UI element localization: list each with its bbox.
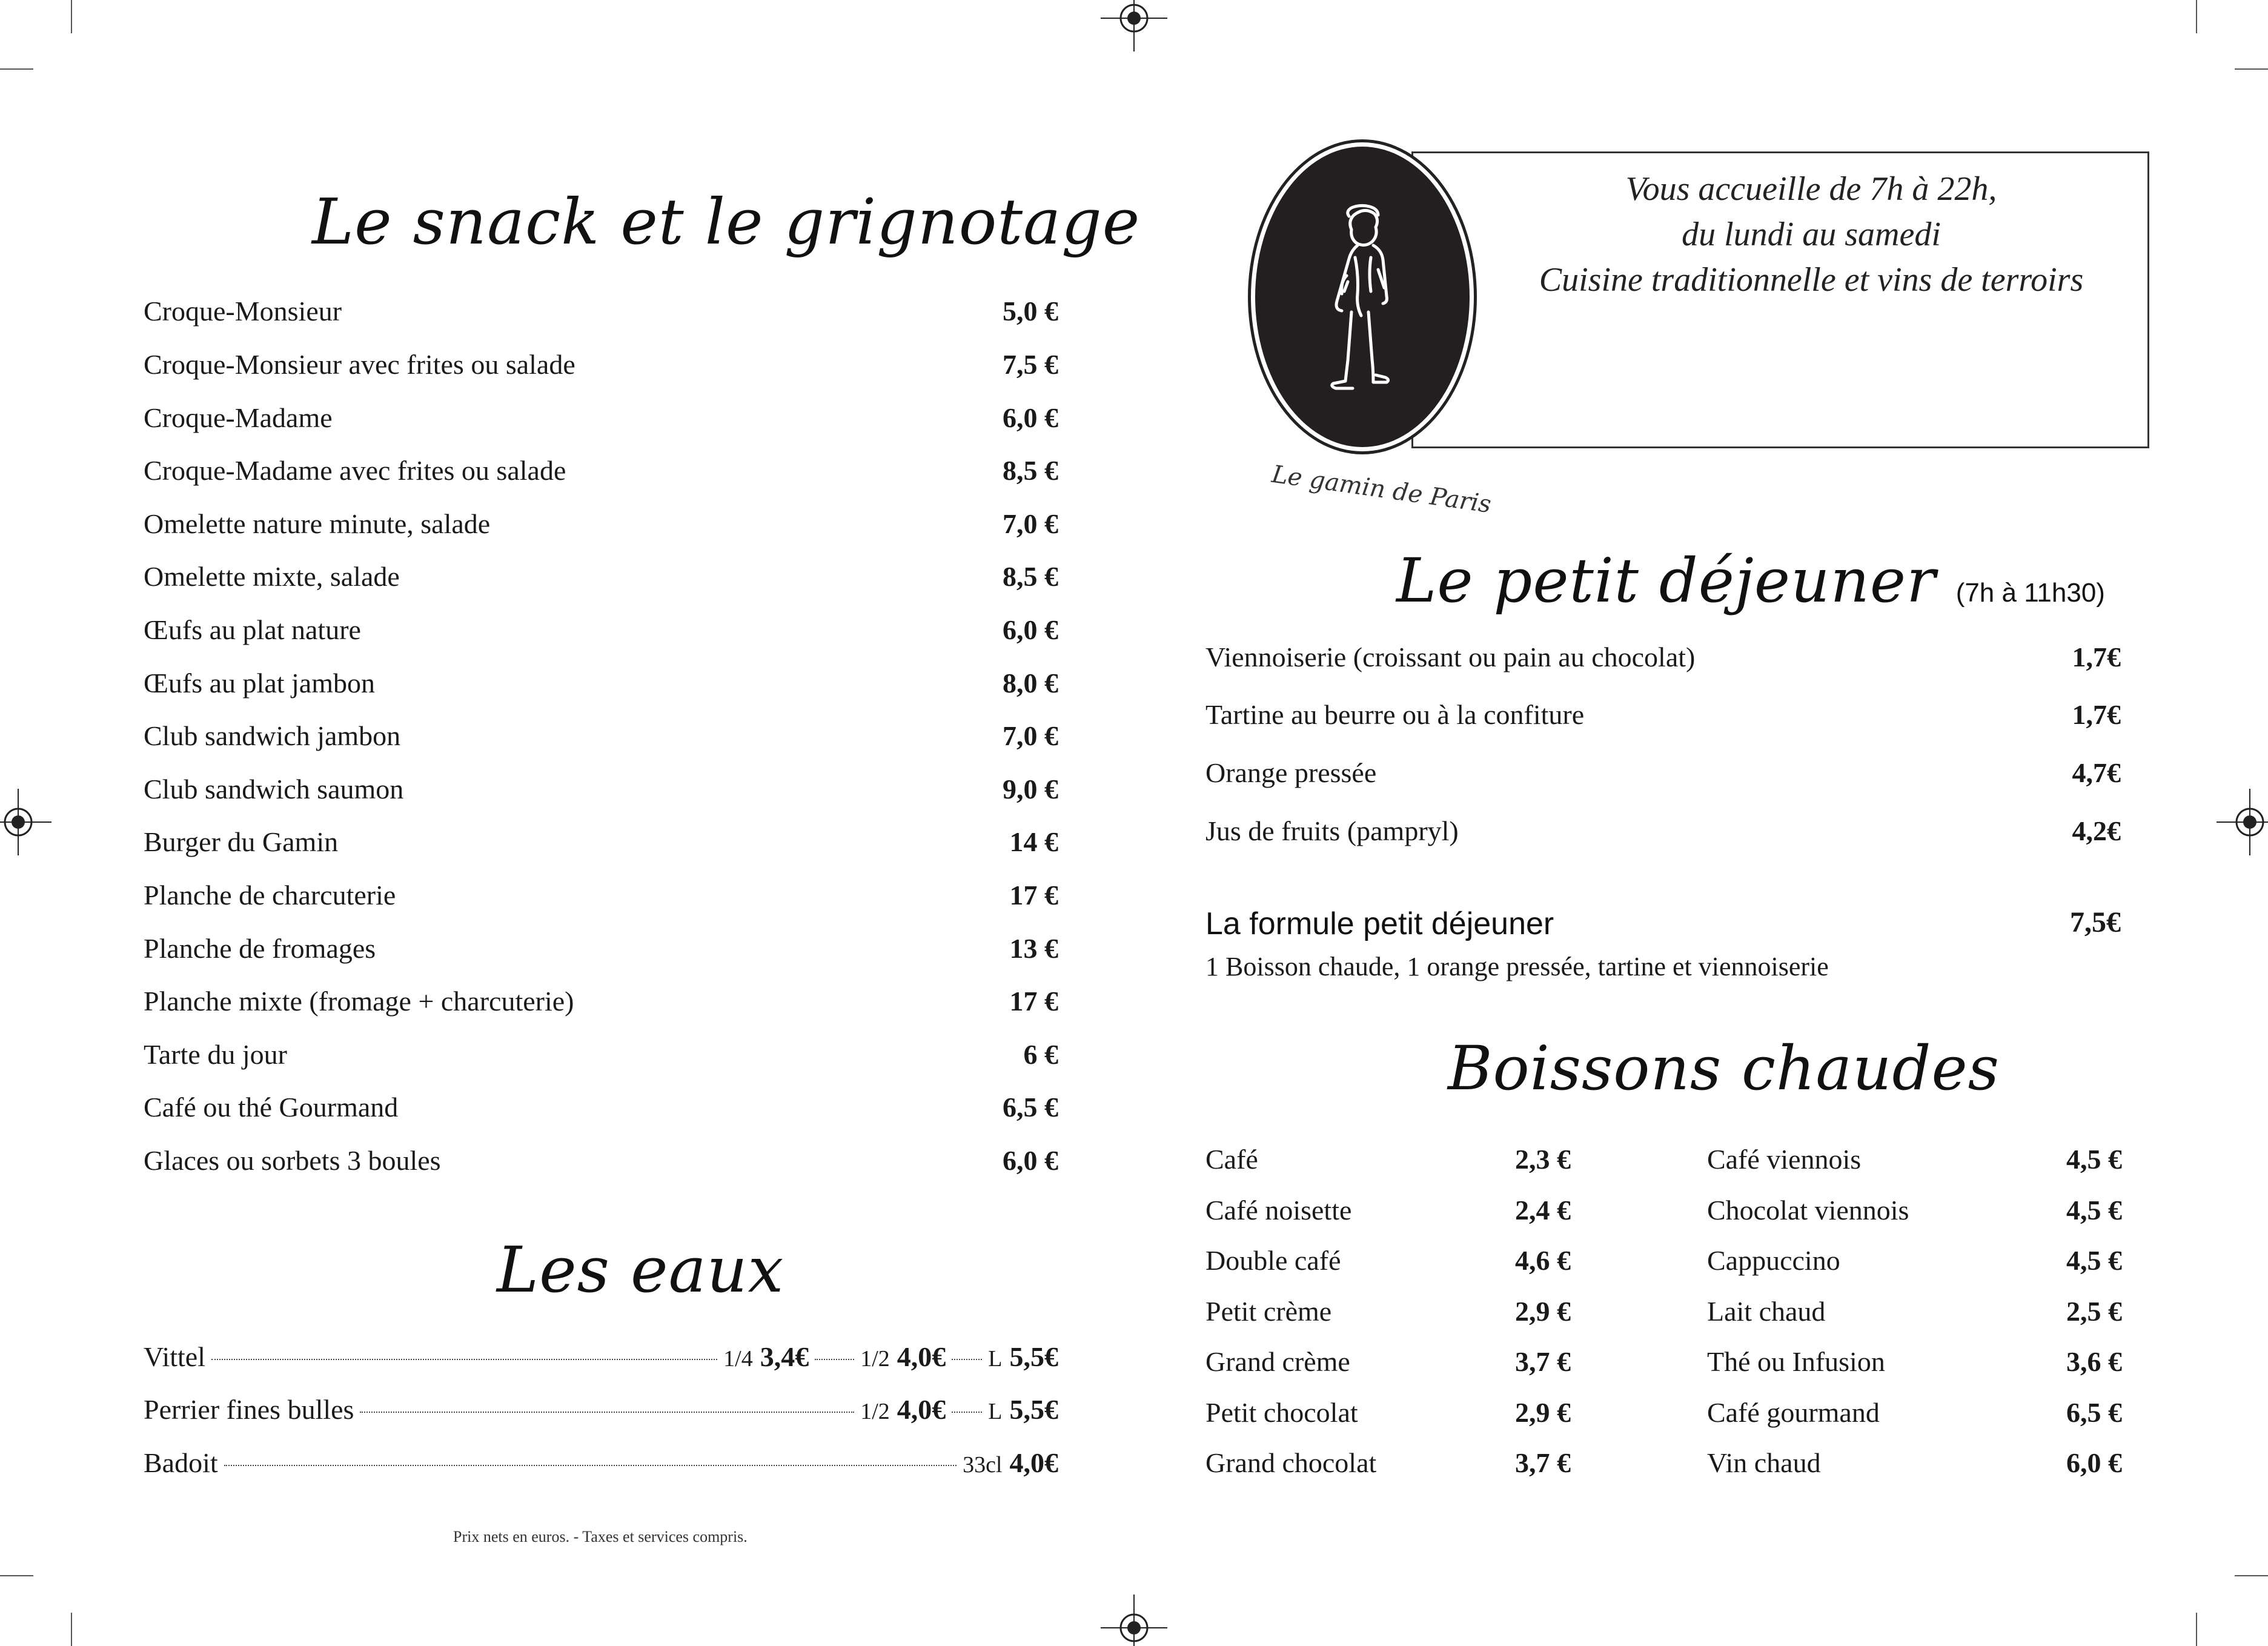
item-name: Café ou thé Gourmand [144,1092,399,1123]
formule-title: La formule petit déjeuner [1205,906,1554,941]
item-name: Œufs au plat jambon [144,668,375,699]
item-price: 2,5 € [2066,1296,2122,1327]
item-name: Café gourmand [1707,1397,1880,1428]
menu-item [1707,1346,2122,1388]
water-name: Badoit [144,1447,218,1478]
water-size: 1/2 [860,1399,890,1424]
item-name: Petit chocolat [1205,1397,1358,1428]
item-price: 2,3 € [1515,1144,1571,1175]
item-name: Croque-Monsieur avec frites ou salade [144,349,575,380]
crop-mark [2235,1575,2268,1576]
menu-item [144,508,1058,550]
registration-mark-icon [2217,789,2268,855]
menu-item [144,826,1058,868]
welcome-line: Cuisine traditionnelle et vins de terroirs [1539,261,2084,299]
item-price: 5,0 € [1003,296,1058,327]
item-price: 6,5 € [1003,1092,1058,1123]
item-price: 6,0 € [1003,402,1058,433]
registration-mark-icon [0,789,51,855]
item-name: Omelette nature minute, salade [144,508,491,539]
item-name: Café viennois [1707,1144,1862,1175]
menu-item [1707,1396,2122,1439]
registration-mark-icon [1101,0,1167,51]
item-name: Croque-Madame avec frites ou salade [144,455,566,486]
item-price: 7,0 € [1003,720,1058,751]
item-price: 2,9 € [1515,1397,1571,1428]
menu-item [144,932,1058,975]
water-price: 4,0€ [1009,1447,1058,1478]
crop-mark [0,68,33,70]
item-price: 1,7€ [2072,699,2121,730]
crop-mark [2196,0,2197,33]
menu-item [1205,641,2121,683]
item-name: Œufs au plat nature [144,614,361,645]
water-size: 1/4 [723,1346,753,1372]
menu-item [144,348,1058,391]
item-name: Club sandwich jambon [144,720,401,751]
menu-item [144,773,1058,815]
dotted-leader [224,1465,957,1466]
menu-item [144,1038,1058,1081]
menu-item [144,402,1058,444]
item-name: Croque-Monsieur [144,296,342,327]
item-price: 6,5 € [2066,1397,2122,1428]
menu-item [144,1144,1058,1187]
menu-item [1205,1194,1571,1236]
item-name: Burger du Gamin [144,826,339,857]
dotted-leader [952,1412,982,1413]
gamin-figure-icon [1311,203,1414,403]
item-price: 6,0 € [1003,1145,1058,1176]
section-title-petit-dejeuner [1396,545,2105,616]
menu-item [1205,1447,1571,1489]
menu-item [144,560,1058,603]
petit-dejeuner-title: Le petit déjeuner [1396,545,1936,616]
menu-item [1707,1447,2122,1489]
section-title-boissons: Boissons chaudes [1448,1033,2000,1104]
item-name: Glaces ou sorbets 3 boules [144,1145,441,1176]
item-name: Planche de charcuterie [144,880,396,911]
menu-item [1707,1143,2122,1186]
water-price: 4,0€ [897,1341,946,1372]
item-name: Club sandwich saumon [144,774,404,805]
water-size: 1/2 [860,1346,890,1372]
menu-item [1205,1244,1571,1287]
water-price: 5,5€ [1009,1394,1058,1425]
item-price: 4,5 € [2066,1245,2122,1276]
water-size: L [988,1399,1003,1424]
item-price: 2,9 € [1515,1296,1571,1327]
item-price: 3,7 € [1515,1346,1571,1377]
menu-item [144,985,1058,1027]
water-row-badoit [144,1447,1058,1489]
water-price: 3,4€ [760,1341,809,1372]
dotted-leader [952,1359,982,1360]
item-name: Tartine au beurre ou à la confiture [1205,699,1585,730]
item-price: 8,5 € [1003,455,1058,486]
petit-dejeuner-hours: (7h à 11h30) [1955,578,2105,608]
water-size: 33cl [963,1452,1003,1478]
item-price: 8,5 € [1003,561,1058,592]
menu-item [1205,1346,1571,1388]
item-price: 4,5 € [2066,1144,2122,1175]
item-price: 13 € [1009,933,1058,964]
menu-item [1205,757,2121,799]
crop-mark [2196,1613,2197,1646]
water-row-perrier [144,1393,1058,1436]
item-price: 4,2€ [2072,815,2121,846]
menu-item [144,454,1058,497]
item-price: 1,7€ [2072,642,2121,672]
item-price: 17 € [1009,880,1058,911]
item-name: Omelette mixte, salade [144,561,400,592]
water-row-vittel [144,1341,1058,1383]
item-price: 6 € [1023,1039,1058,1070]
menu-item [144,879,1058,921]
logo-caption: Le gamin de Paris [1270,460,1493,519]
item-name: Petit crème [1205,1296,1332,1327]
menu-item [144,720,1058,762]
item-price: 14 € [1009,826,1058,857]
item-name: Thé ou Infusion [1707,1346,1885,1377]
item-price: 7,0 € [1003,508,1058,539]
crop-mark [0,1575,33,1576]
welcome-line: Vous accueille de 7h à 22h, [1625,170,1997,208]
water-price: 4,0€ [897,1394,946,1425]
water-price: 5,5€ [1009,1341,1058,1372]
formule-price: 7,5€ [2070,906,2121,938]
water-name: Perrier fines bulles [144,1394,354,1425]
item-price: 3,7 € [1515,1447,1571,1478]
item-name: Vin chaud [1707,1447,1821,1478]
item-name: Planche mixte (fromage + charcuterie) [144,986,574,1017]
item-name: Croque-Madame [144,402,333,433]
crop-mark [2235,68,2268,70]
item-price: 3,6 € [2066,1346,2122,1377]
menu-item [1205,1295,1571,1338]
welcome-text [1490,167,2132,303]
item-price: 8,0 € [1003,668,1058,699]
item-name: Grand chocolat [1205,1447,1377,1478]
section-title-eaux: Les eaux [497,1233,784,1307]
item-name: Chocolat viennois [1707,1195,1909,1226]
item-price: 6,0 € [1003,614,1058,645]
registration-mark-icon [1101,1595,1167,1646]
menu-item [1205,1143,1571,1186]
item-name: Orange pressée [1205,757,1377,788]
item-price: 4,5 € [2066,1195,2122,1226]
item-price: 6,0 € [2066,1447,2122,1478]
menu-item [1205,699,2121,741]
dotted-leader [815,1359,854,1360]
item-name: Planche de fromages [144,933,376,964]
welcome-line: du lundi au samedi [1682,216,1941,253]
price-footnote: Prix nets en euros. - Taxes et services compris. [453,1528,748,1545]
menu-item [144,614,1058,656]
item-price: 4,7€ [2072,757,2121,788]
item-name: Viennoiserie (croissant ou pain au chocolat) [1205,642,1696,672]
section-title-snack: Le snack et le grignotage [312,185,1141,259]
item-price: 17 € [1009,986,1058,1017]
crop-mark [71,0,72,33]
item-price: 4,6 € [1515,1245,1571,1276]
menu-item [1707,1295,2122,1338]
item-name: Cappuccino [1707,1245,1840,1276]
menu-item [144,295,1058,337]
dotted-leader [360,1412,854,1413]
item-price: 7,5 € [1003,349,1058,380]
menu-item [144,667,1058,709]
water-name: Vittel [144,1341,205,1372]
formule-description: 1 Boisson chaude, 1 orange pressée, tartine et viennoiserie [1205,952,1829,981]
menu-item [1707,1244,2122,1287]
item-name: Grand crème [1205,1346,1350,1377]
item-name: Tarte du jour [144,1039,287,1070]
item-price: 2,4 € [1515,1195,1571,1226]
menu-item [1205,815,2121,857]
item-name: Café noisette [1205,1195,1352,1226]
item-name: Lait chaud [1707,1296,1826,1327]
menu-item [1205,1396,1571,1439]
water-size: L [988,1346,1003,1372]
menu-item [1707,1194,2122,1236]
menu-item [144,1091,1058,1133]
item-name: Double café [1205,1245,1341,1276]
item-name: Jus de fruits (pampryl) [1205,815,1459,846]
item-price: 9,0 € [1003,774,1058,805]
dotted-leader [211,1359,717,1360]
crop-mark [71,1613,72,1646]
item-name: Café [1205,1144,1258,1175]
